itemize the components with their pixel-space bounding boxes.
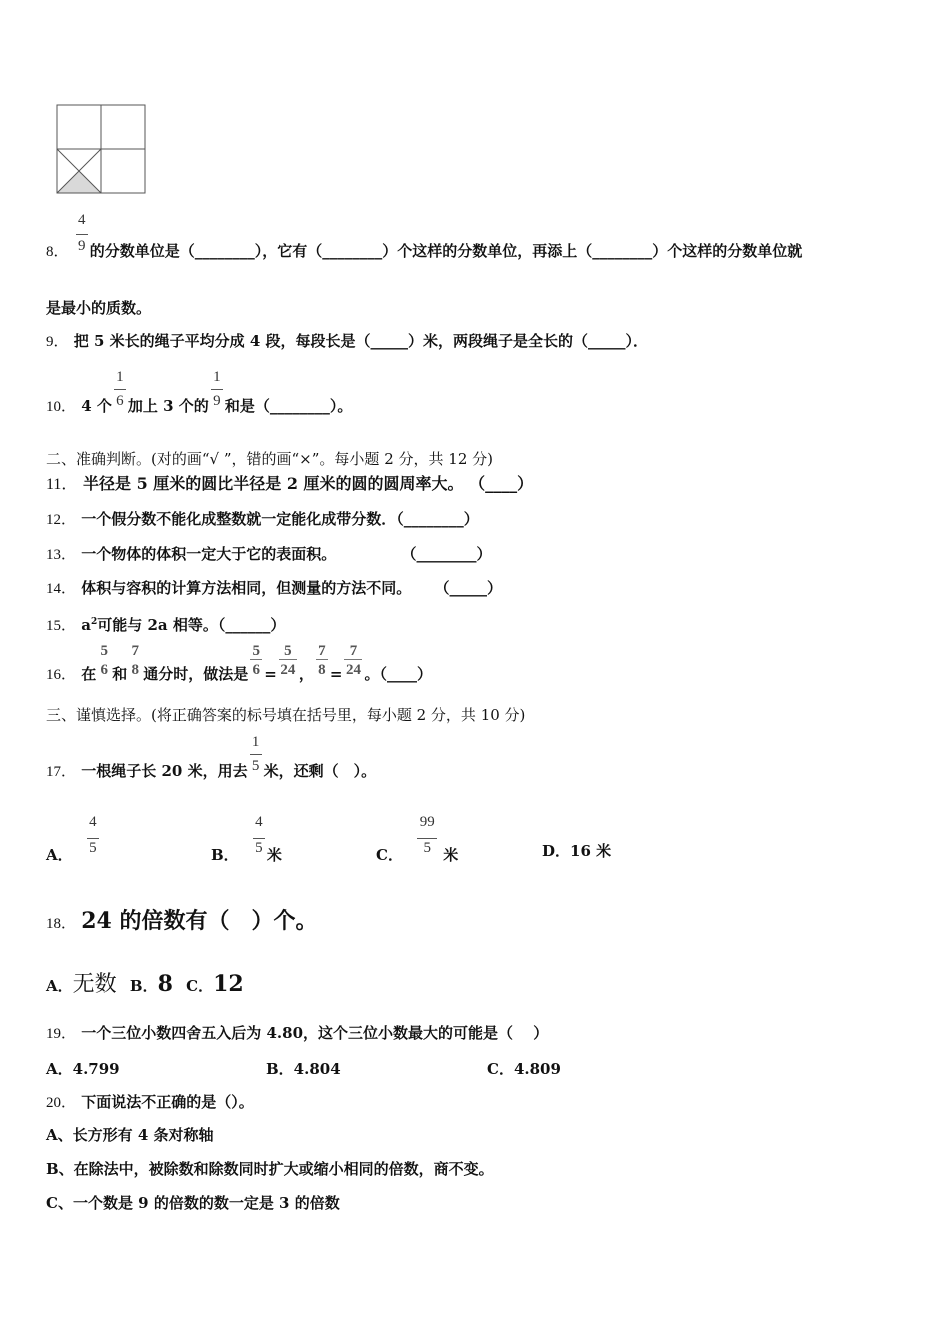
section-2-title: 二、准确判断。(对的画“√ ”，错的画“×”。每小题 2 分，共 12 分): [46, 450, 493, 468]
question-13-number: 13．: [46, 547, 77, 563]
option-label: A．: [46, 846, 73, 864]
question-11-number: 11．: [46, 476, 78, 493]
fraction-numerator: 7: [349, 643, 358, 659]
question-13: [46, 544, 492, 565]
question-8: [46, 212, 803, 262]
fraction-denominator: 8: [318, 662, 326, 678]
question-20: [46, 1092, 254, 1113]
question-15-number: 15．: [46, 618, 77, 634]
question-8-continuation: 是最小的质数。: [46, 299, 152, 317]
answer-blank[interactable]: ________: [592, 242, 653, 260]
question-8-number: 8．: [46, 244, 69, 260]
option-text: 无数: [72, 972, 117, 997]
answer-blank[interactable]: （________）: [401, 545, 492, 563]
option-19-c[interactable]: C．4.809: [487, 1060, 561, 1078]
question-9-number: 9．: [46, 334, 69, 350]
equals-sign: =: [329, 665, 343, 683]
fraction-denominator: 6: [252, 662, 261, 678]
question-15: [46, 612, 285, 636]
option-17-d[interactable]: D．16 米: [542, 842, 612, 860]
fraction-denominator: 5: [251, 758, 260, 774]
answer-blank[interactable]: ________: [194, 242, 255, 260]
option-text: 8: [157, 971, 173, 997]
question-17-text-1: 一根绳子长 20 米，用去: [81, 762, 248, 780]
question-17-text-2: 米，还剩（ ）。: [263, 762, 377, 780]
fraction-5-6: [249, 643, 263, 679]
fraction-denominator: 24: [280, 662, 296, 678]
question-17: [46, 734, 377, 782]
fraction-numerator: 1: [116, 369, 124, 385]
question-16-text-1: 在: [81, 665, 97, 683]
fraction-numerator: 5: [100, 643, 109, 659]
grid-figure: [56, 104, 148, 196]
fraction-4-9: [75, 212, 89, 256]
variable-a: a: [81, 616, 91, 634]
comma: ，: [298, 665, 314, 683]
fraction-denominator: 8: [131, 662, 140, 678]
fraction-numerator: 5: [252, 643, 261, 659]
question-16-text-4: 。（____）: [364, 665, 432, 683]
question-18-text: 24 的倍数有（ ）个。: [81, 908, 318, 934]
question-11-text: 半径是 5 厘米的圆比半径是 2 厘米的圆的圆周率大。 （____）: [83, 474, 534, 493]
option-label: B．: [211, 846, 239, 864]
fraction-1-9: [210, 369, 224, 411]
fraction-4-5: [252, 814, 266, 860]
fraction-4-5: [86, 814, 100, 860]
option-20-c[interactable]: C、一个数是 9 的倍数的数一定是 3 的倍数: [46, 1194, 340, 1212]
option-label: A．: [46, 977, 73, 995]
option-unit: 米: [443, 846, 459, 864]
fraction-numerator: 1: [251, 734, 260, 750]
fraction-numerator: 4: [255, 814, 263, 830]
fraction-1-6: [113, 369, 127, 411]
question-18: [46, 908, 318, 937]
option-18-b[interactable]: [129, 971, 173, 997]
fraction-1-5: [249, 734, 263, 776]
question-16: [46, 643, 432, 685]
question-10-text-1: 4 个: [81, 397, 112, 415]
fraction-5-24: [278, 643, 298, 679]
question-11: [46, 474, 533, 495]
fraction-denominator: 5: [423, 840, 431, 856]
fraction-numerator: 5: [284, 643, 292, 659]
fraction-99-5: [416, 814, 438, 860]
option-label: B．: [129, 977, 158, 995]
exponent: 2: [90, 617, 98, 627]
fraction-7-8: [128, 643, 142, 679]
option-20-b[interactable]: B、在除法中，被除数和除数同时扩大或缩小相同的倍数，商不变。: [46, 1160, 494, 1178]
question-14: [46, 578, 502, 599]
question-8-text-4: ）个这样的分数单位就: [652, 242, 803, 260]
question-9: [46, 331, 648, 352]
fraction-numerator: 4: [89, 814, 97, 830]
fraction-7-24: [343, 643, 363, 679]
question-8-text-2: ），它有（: [254, 242, 323, 260]
option-label: C．: [376, 846, 403, 864]
option-text: 12: [213, 971, 244, 997]
shaded-triangle: [57, 171, 101, 193]
question-10-text-2: 加上 3 个的: [127, 397, 209, 415]
question-14-text: 体积与容积的计算方法相同，但测量的方法不同。: [81, 579, 412, 597]
answer-blank[interactable]: ________: [322, 242, 383, 260]
fraction-numerator: 7: [318, 643, 326, 659]
question-15-text: 可能与 2a 相等。（______）: [97, 616, 286, 634]
fraction-denominator: 6: [116, 393, 124, 409]
fraction-denominator: 9: [78, 238, 86, 254]
question-14-number: 14．: [46, 581, 77, 597]
fraction-denominator: 24: [345, 662, 361, 678]
question-8-text-3: ）个这样的分数单位，再添上（: [382, 242, 593, 260]
section-3-title: 三、谨慎选择。(将正确答案的标号填在括号里，每小题 2 分，共 10 分): [46, 706, 526, 724]
question-20-text: 下面说法不正确的是（）。: [81, 1093, 254, 1111]
question-8-text-1: 的分数单位是（: [89, 242, 195, 260]
fraction-denominator: 5: [255, 840, 263, 856]
option-17-c[interactable]: [376, 814, 459, 865]
option-19-a[interactable]: A．4.799: [46, 1060, 120, 1078]
answer-blank[interactable]: （_____）: [434, 579, 503, 597]
option-17-b[interactable]: [211, 814, 282, 865]
fraction-denominator: 9: [213, 393, 221, 409]
question-10: [46, 369, 353, 417]
question-16-text-2: 和: [112, 665, 128, 683]
option-20-a[interactable]: A、长方形有 4 条对称轴: [46, 1126, 214, 1144]
question-12-number: 12．: [46, 512, 77, 528]
question-12-text: 一个假分数不能化成整数就一定能化成带分数．（________）: [81, 510, 479, 528]
fraction-7-8: [315, 643, 329, 679]
option-18-c[interactable]: [186, 971, 244, 997]
question-13-text: 一个物体的体积一定大于它的表面积。: [81, 545, 337, 563]
option-18-a[interactable]: [46, 972, 117, 997]
fraction-numerator: 7: [131, 643, 140, 659]
question-18-number: 18．: [46, 916, 77, 932]
question-9-text: 把 5 米长的绳子平均分成 4 段，每段长是（_____）米，两段绳子是全长的（_____）．: [73, 332, 649, 350]
fraction-5-6: [97, 643, 111, 679]
fraction-numerator: 4: [78, 212, 86, 228]
question-19: [46, 1023, 548, 1044]
question-17-number: 17．: [46, 764, 77, 780]
fraction-numerator: 99: [419, 814, 435, 830]
question-20-number: 20．: [46, 1095, 77, 1111]
question-18-options: [46, 971, 244, 999]
fraction-numerator: 1: [213, 369, 221, 385]
option-unit: 米: [266, 846, 282, 864]
option-19-b[interactable]: B．4.804: [266, 1060, 341, 1078]
option-label: C．: [186, 977, 214, 995]
question-16-number: 16．: [46, 667, 77, 683]
fraction-denominator: 6: [100, 662, 109, 678]
equals-sign: =: [264, 665, 277, 683]
question-19-text: 一个三位小数四舍五入后为 4.80，这个三位小数最大的可能是（ ）: [81, 1024, 549, 1042]
question-10-number: 10．: [46, 399, 77, 415]
question-12: [46, 509, 479, 530]
fraction-denominator: 5: [89, 840, 97, 856]
option-17-a[interactable]: [46, 814, 101, 865]
question-10-text-3: 和是（________）。: [224, 397, 353, 415]
question-16-text-3: 通分时，做法是: [143, 665, 249, 683]
question-19-number: 19．: [46, 1026, 77, 1042]
